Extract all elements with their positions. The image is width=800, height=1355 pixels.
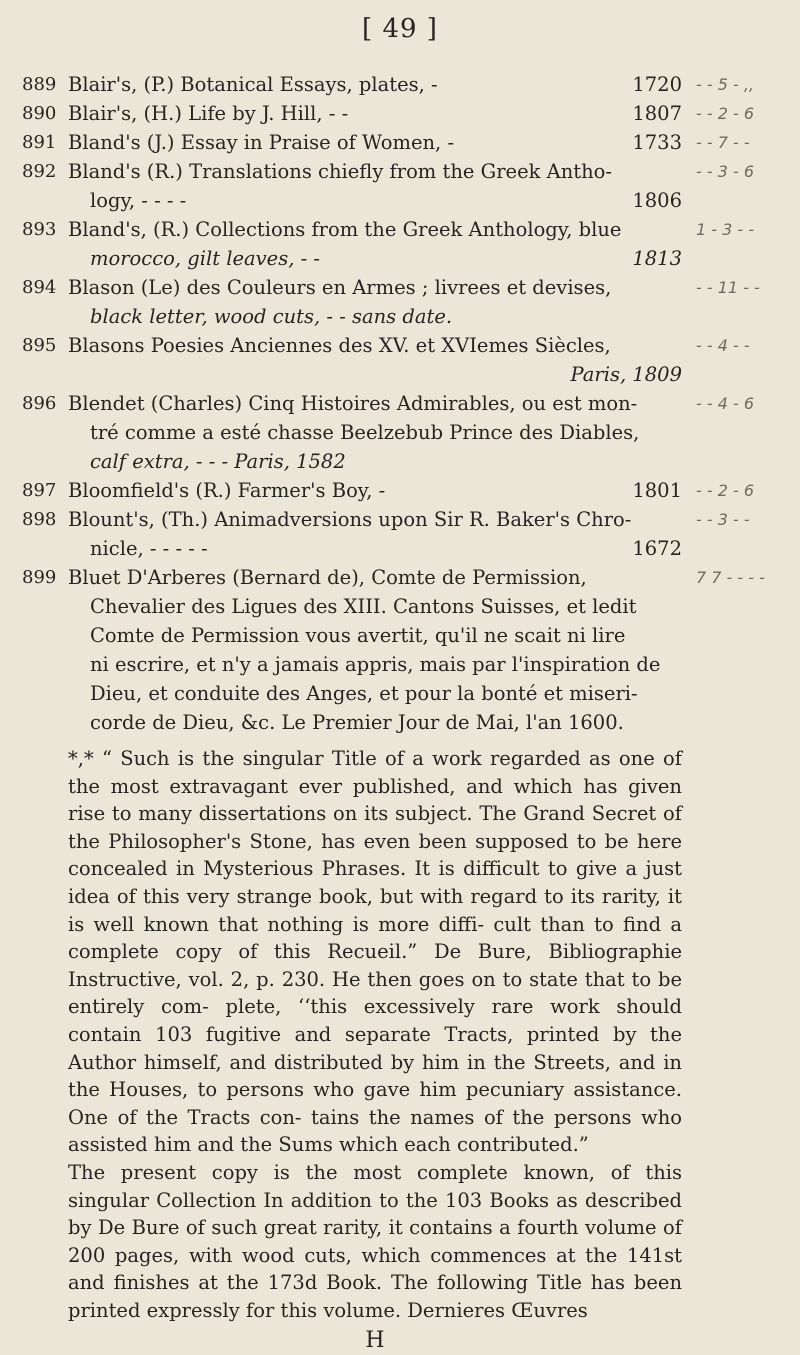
entry-line xyxy=(68,592,682,621)
entry-text: Blair's, (H.) Life by J. Hill, - - xyxy=(68,102,349,125)
lot-number: 896 xyxy=(22,393,57,414)
note-paragraph-2: The present copy is the most complete known, of this singular Collection In addition to the 103 Books as described by De Bure of such great rarity, it contains a fourth volume of 200 pages, with wood cuts, which commences at the 141st and finishes at the 173d Book. The following Title has been printed expressly for this volume. Dernieres Œuvres xyxy=(68,1160,682,1322)
entry-year: 1807 xyxy=(632,102,682,125)
entry-line xyxy=(68,418,682,447)
catalogue-entry xyxy=(22,563,682,737)
catalogue-entry xyxy=(22,70,682,99)
entry-line xyxy=(68,563,682,592)
handwritten-price: - - 5 - ,, xyxy=(696,75,755,94)
entry-line xyxy=(68,128,682,157)
entry-text: corde de Dieu, &c. Le Premier Jour de Mai, l'an 1600. xyxy=(90,711,624,734)
handwritten-price: 7 7 - - - - xyxy=(696,568,765,587)
catalogue-entry xyxy=(22,476,682,505)
entry-text: Bland's (J.) Essay in Praise of Women, - xyxy=(68,131,455,154)
entry-line xyxy=(68,244,682,273)
lot-number: 894 xyxy=(22,277,57,298)
entry-text: tré comme a esté chasse Beelzebub Prince des Diables, xyxy=(90,421,640,444)
handwritten-price: - - 3 - - xyxy=(696,510,750,529)
lot-number: 893 xyxy=(22,219,57,240)
entry-text: Comte de Permission vous avertit, qu'il ne scait ni lire xyxy=(90,624,626,647)
entry-text: calf extra, - - - Paris, 1582 xyxy=(90,450,346,473)
entry-line xyxy=(68,70,682,99)
entry-line xyxy=(68,621,682,650)
signature-mark: H xyxy=(365,1328,385,1354)
catalogue-entry xyxy=(22,331,682,389)
entry-year: 1813 xyxy=(632,247,682,270)
entry-line xyxy=(68,186,682,215)
entry-text: Bland's (R.) Translations chiefly from the Greek Antho- xyxy=(68,160,612,183)
handwritten-price: - - 4 - 6 xyxy=(696,394,755,413)
entry-line xyxy=(68,679,682,708)
catalogue-entry xyxy=(22,99,682,128)
entry-line xyxy=(68,505,682,534)
entry-text: Blason (Le) des Couleurs en Armes ; livrees et devises, xyxy=(68,276,612,299)
catalogue-entries xyxy=(22,70,682,1355)
entry-line xyxy=(68,447,682,476)
entry-text: Dieu, et conduite des Anges, et pour la bonté et miseri- xyxy=(90,682,638,705)
entry-text: Chevalier des Ligues des XIII. Cantons Suisses, et ledit xyxy=(90,595,637,618)
entry-text: Blasons Poesies Anciennes des XV. et XVIemes Siècles, xyxy=(68,334,611,357)
entry-line xyxy=(68,360,682,389)
handwritten-price: - - 3 - 6 xyxy=(696,162,755,181)
lot-number: 897 xyxy=(22,480,57,501)
entry-line xyxy=(68,389,682,418)
lot-number: 890 xyxy=(22,103,57,124)
entry-line xyxy=(68,476,682,505)
entry-text: Blair's, (P.) Botanical Essays, plates, - xyxy=(68,73,438,96)
entry-text: Blendet (Charles) Cinq Histoires Admirables, ou est mon- xyxy=(68,392,638,415)
lot-number: 891 xyxy=(22,132,57,153)
entry-text: ni escrire, et n'y a jamais appris, mais par l'inspiration de xyxy=(90,653,661,676)
entry-line xyxy=(68,157,682,186)
entry-text: Paris, 1809 xyxy=(570,363,682,386)
note-paragraph-1: *,* “ Such is the singular Title of a work regarded as one of the most extravagant ever published, and which has given rise to many dissertations on its subject. The Grand Secret of the Philosopher's Stone, has even been supposed to be here concealed in Mysterious Phrases. It is difficult to give a just idea of this very strange book, but with regard to its rarity, it is well known that nothing is more diffi- cult than to find a complete copy of this Recueil.” De Bure, Bibliographie Instructive, vol. 2, p. 230. He then goes on to state that to be entirely com- plete, ‘‘this excessively rare work should contain 103 fugitive and separate Tracts, printed by the Author himself, and distributed by him in the Streets, and in the Houses, to persons who gave him pecuniary assistance. One of the Tracts con- tains the names of the persons who assisted him and the Sums which each contributed.” xyxy=(68,747,682,1157)
lot-number: 898 xyxy=(22,509,57,530)
entry-text: Bland's, (R.) Collections from the Greek Anthology, blue xyxy=(68,218,622,241)
entry-text: logy, - - - - xyxy=(90,189,187,212)
entry-text: black letter, wood cuts, - - sans date. xyxy=(90,305,453,328)
entry-year: 1733 xyxy=(632,131,682,154)
handwritten-price: - - 2 - 6 xyxy=(696,104,755,123)
entry-line xyxy=(68,650,682,679)
catalogue-entry xyxy=(22,128,682,157)
entry-text: Bloomfield's (R.) Farmer's Boy, - xyxy=(68,479,386,502)
entry-text: Blount's, (Th.) Animadversions upon Sir R. Baker's Chro- xyxy=(68,508,632,531)
entry-line xyxy=(68,302,682,331)
entry-list xyxy=(22,70,682,737)
entry-line xyxy=(68,273,682,302)
entry-year: 1801 xyxy=(632,479,682,502)
entry-line xyxy=(68,708,682,737)
entry-line xyxy=(68,99,682,128)
bibliographic-note xyxy=(22,745,682,1324)
entry-text: morocco, gilt leaves, - - xyxy=(90,247,321,270)
lot-number: 895 xyxy=(22,335,57,356)
page-number: [ 49 ] xyxy=(362,14,438,44)
catalogue-entry xyxy=(22,389,682,476)
entry-line xyxy=(68,331,682,360)
catalogue-entry xyxy=(22,157,682,215)
entry-text: nicle, - - - - - xyxy=(90,537,208,560)
catalogue-entry xyxy=(22,273,682,331)
entry-line xyxy=(68,215,682,244)
entry-text: Bluet D'Arberes (Bernard de), Comte de Permission, xyxy=(68,566,587,589)
lot-number: 899 xyxy=(22,567,57,588)
entry-year: 1720 xyxy=(632,73,682,96)
handwritten-price: - - 4 - - xyxy=(696,336,750,355)
entry-year: 1806 xyxy=(632,189,682,212)
handwritten-price: 1 - 3 - - xyxy=(696,220,755,239)
lot-number: 889 xyxy=(22,74,57,95)
catalogue-entry xyxy=(22,215,682,273)
handwritten-price: - - 7 - - xyxy=(696,133,750,152)
entry-year: 1672 xyxy=(632,537,682,560)
handwritten-price: - - 11 - - xyxy=(696,278,760,297)
handwritten-price: - - 2 - 6 xyxy=(696,481,755,500)
catalogue-entry xyxy=(22,505,682,563)
entry-line xyxy=(68,534,682,563)
lot-number: 892 xyxy=(22,161,57,182)
